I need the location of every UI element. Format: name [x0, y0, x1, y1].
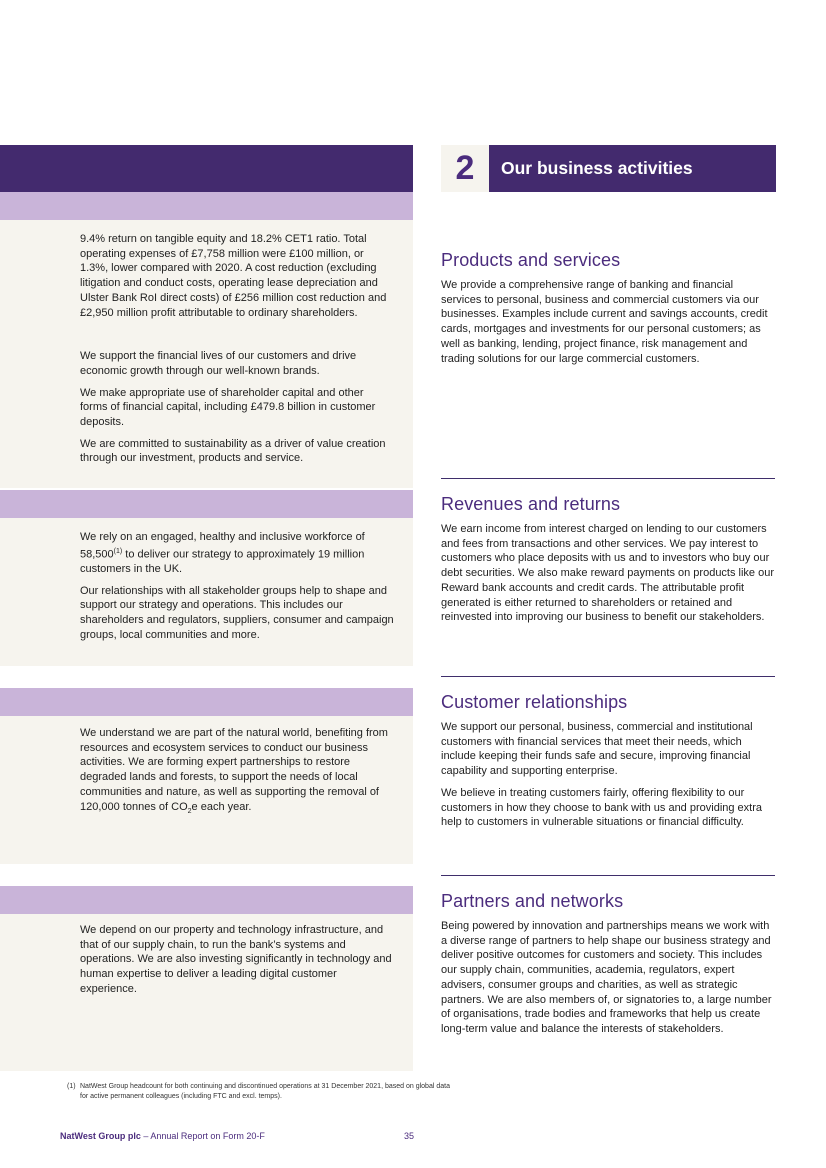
workforce-text: We rely on an engaged, healthy and inclusive workforce of 58,500$^{(1)}$ to deliver our strategy to approximately 19 million customers in the UK. — [80, 531, 365, 576]
infrastructure-capital-panel — [0, 914, 413, 1071]
page-number: 35 — [404, 1131, 415, 1141]
revenues-returns-section — [441, 494, 775, 625]
partners-networks-heading: Partners and networks — [441, 891, 624, 911]
section-number-badge: 2 — [441, 145, 489, 192]
shareholder-capital-text: We make appropriate use of shareholder capital and other forms of financial capital, including £479.8 billion in customer deposits. — [80, 386, 376, 429]
partners-networks-text: Being powered by innovation and partnerships means we work with a diverse range of partners to help shape our business strategy and deliver positive outcomes for customers and society. This includes our supply chain, communities, academia, regulators, expert advisers, consumer groups and charities, as well as strategic partners. We are also members of, or signatories to, a large number of organisations, trade bodies and frameworks that help us create long-term value and balance the interests of stakeholders. — [441, 920, 772, 1035]
capital-header-band-1 — [0, 145, 413, 192]
natural-world-text: We understand we are part of the natural world, benefiting from resources and ecosystem services to conduct our business activities. We are forming expert partnerships to restore degraded lands and forests, to support the needs of local communities and nature, as well as supporting the removal of 120,000 tonnes of $CO_2e$ each year. — [80, 727, 388, 815]
partners-networks-section — [441, 891, 775, 1037]
capital-subheader-band-4 — [0, 886, 413, 914]
footer-report-title: Annual Report on Form 20-F — [150, 1131, 265, 1141]
stakeholder-relationships-text: Our relationships with all stakeholder groups help to shape and support our strategy and operations. This includes our shareholders and regulators, suppliers, consumer and campaign groups, local communities and more. — [80, 584, 394, 641]
footnote-text: NatWest Group headcount for both continuing and discontinued operations at 31 December 2021, based on global data for active permanent colleagues (including FTC and excl. temps). — [80, 1083, 450, 1100]
fair-treatment-text: We believe in treating customers fairly, offering flexibility to our customers in how they choose to bank with us and providing extra help to customers in vulnerable situations or financial difficulty. — [441, 786, 763, 829]
products-services-heading: Products and services — [441, 250, 621, 270]
capital-subheader-band-3 — [0, 688, 413, 716]
footer-brand: NatWest Group plc — [60, 1131, 141, 1141]
capital-subheader-band-1 — [0, 192, 413, 220]
revenues-returns-text: We earn income from interest charged on lending to our customers and fees from transactions and other services. We pay interest to customers who place deposits with us and to investors who buy our debt securities. We also make reward payments on products like our Reward bank accounts and credit cards. The attributable profit generated is either returned to shareholders or retained and reinvested into improving our business to benefit our stakeholders. — [441, 523, 775, 624]
products-services-text: We provide a comprehensive range of banking and financial services to personal, business and commercial customers via our businesses. Examples include current and savings accounts, credit cards, mortgages and investments for our personal customers; as well as banking, lending, project finance, risk management and trading solutions for our large commercial customers. — [441, 279, 768, 365]
financial-capital-panel — [0, 220, 413, 488]
customer-relationships-section — [441, 692, 775, 830]
natural-capital-panel — [0, 716, 413, 864]
revenues-returns-heading: Revenues and returns — [441, 494, 621, 514]
customers-support-text: We support the financial lives of our customers and drive economic growth through our well-known brands. — [80, 350, 357, 377]
financial-summary-text: 9.4% return on tangible equity and 18.2% CET1 ratio. Total operating expenses of £7,758 million were £100 million, or 1.3%, lower compared with 2020. A cost reduction (excluding litigation and conduct costs, operating lease depreciation and Ulster Bank RoI direct costs) of £256 million cost reduction and £2,950 million profit attributable to ordinary shareholders. — [80, 233, 387, 319]
human-capital-panel — [0, 518, 413, 666]
divider — [441, 875, 775, 876]
footnote-marker: (1) — [67, 1083, 76, 1090]
section-title: Our business activities — [489, 145, 776, 192]
products-services-section — [441, 250, 775, 366]
infrastructure-text: We depend on our property and technology infrastructure, and that of our supply chain, to run the bank’s systems and operations. We are also investing significantly in technology and human expertise to deliver a leading digital customer experience. — [80, 924, 392, 995]
customer-relationships-text: We support our personal, business, commercial and institutional customers with financial services that meet their needs, which include keeping their funds safe and secure, improving financial capability and supporting enterprise. — [441, 721, 753, 778]
sustainability-text: We are committed to sustainability as a driver of value creation through our investment, products and service. — [80, 437, 386, 465]
customer-relationships-heading: Customer relationships — [441, 692, 628, 712]
divider — [441, 478, 775, 479]
divider — [441, 676, 775, 677]
page-footer: NatWest Group plc – Annual Report on Form 20-F — [60, 1131, 265, 1141]
capital-subheader-band-2 — [0, 490, 413, 518]
